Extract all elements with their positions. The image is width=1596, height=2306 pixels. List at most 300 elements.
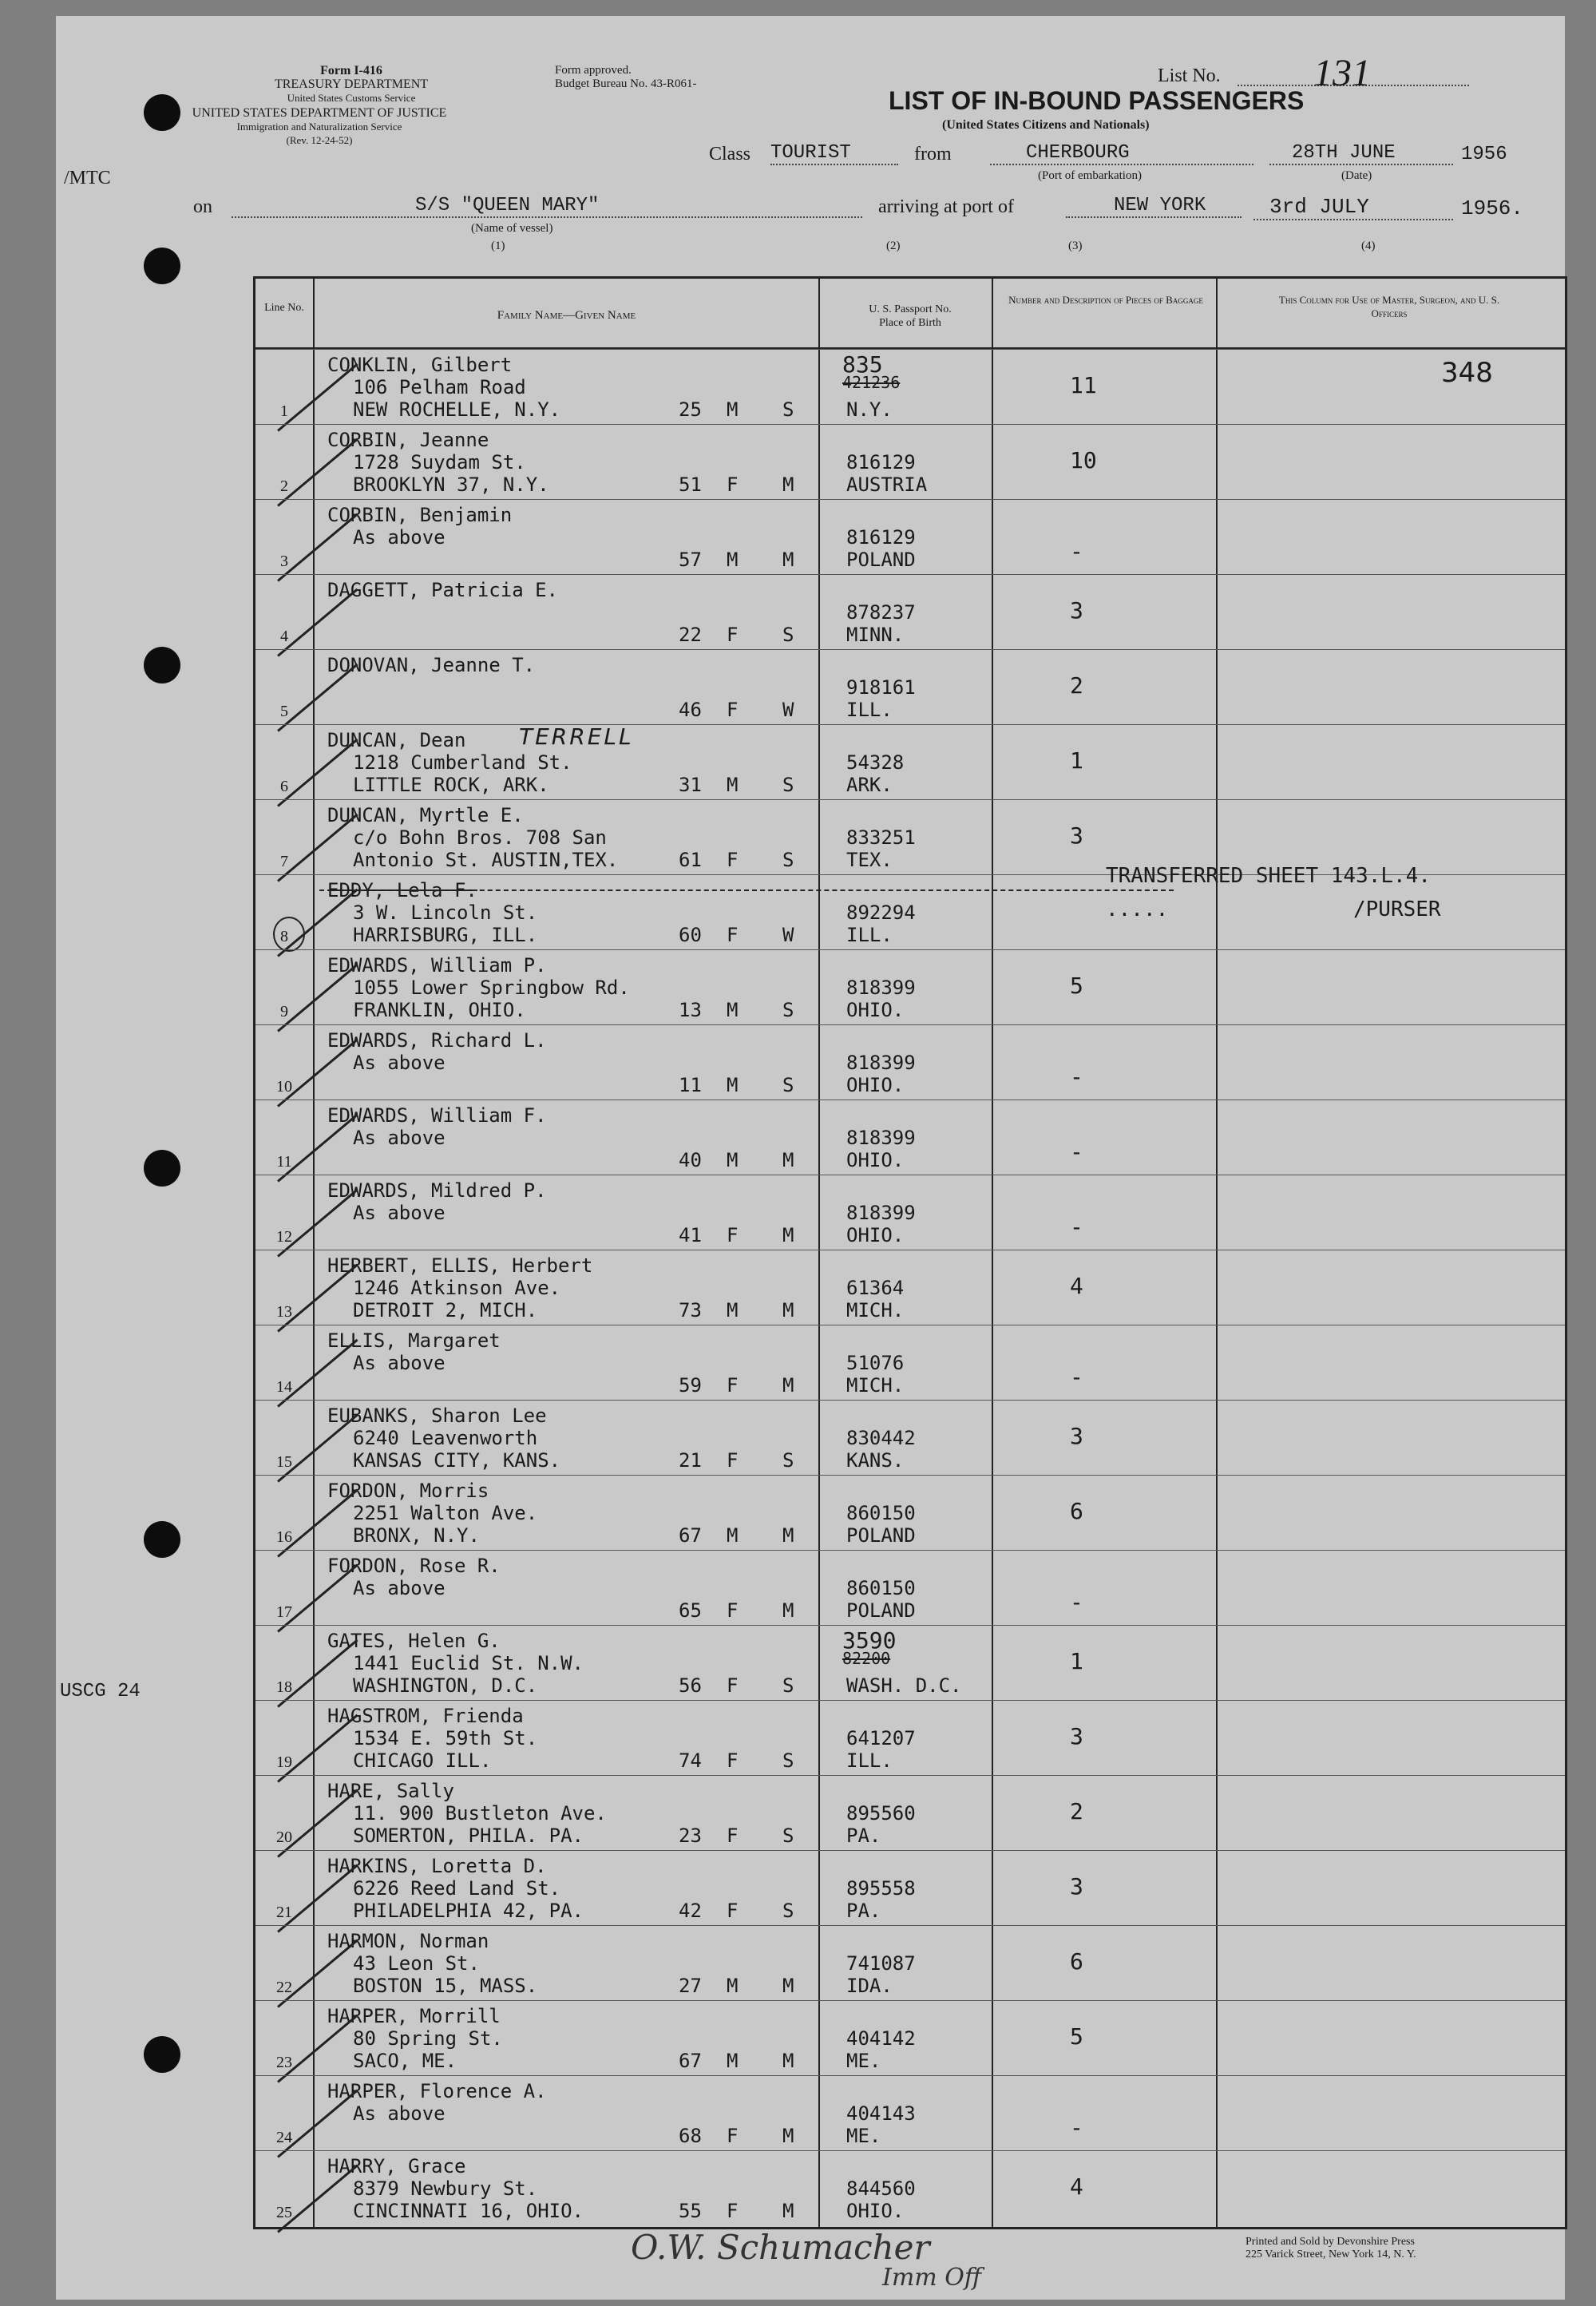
place-of-birth: ME. xyxy=(846,2050,881,2072)
address-line-1: 11. 900 Bustleton Ave. xyxy=(353,1802,607,1825)
address-line-1: 3 W. Lincoln St. xyxy=(353,901,538,924)
passenger-row xyxy=(255,1024,1565,1100)
place-of-birth: POLAND xyxy=(846,549,916,571)
passport-number: 835 xyxy=(842,351,883,378)
strike-line xyxy=(319,890,1174,891)
printer-block xyxy=(1246,2236,1416,2261)
passenger-name: CONKLIN, Gilbert xyxy=(327,354,513,376)
passenger-name: HERBERT, ELLIS, Herbert xyxy=(327,1254,593,1277)
line-number: 1 xyxy=(280,402,288,420)
line-number: 6 xyxy=(280,778,288,795)
line-number: 17 xyxy=(276,1603,292,1621)
marital-status: M xyxy=(782,1374,794,1397)
address-line-1: As above xyxy=(353,2102,446,2125)
passenger-name: ELLIS, Margaret xyxy=(327,1329,501,1352)
check-mark xyxy=(277,2015,358,2083)
passenger-age: 46 xyxy=(679,699,702,721)
passenger-sex: F xyxy=(727,1599,739,1622)
passenger-name: HARRY, Grace xyxy=(327,2155,466,2177)
passport-number: 818399 xyxy=(846,1127,916,1149)
line-number: 10 xyxy=(276,1078,292,1096)
address-line-1: 6240 Leavenworth xyxy=(353,1427,538,1449)
passenger-age: 68 xyxy=(679,2125,702,2147)
line-number: 9 xyxy=(280,1003,288,1020)
marital-status: M xyxy=(782,1224,794,1246)
passenger-row xyxy=(255,1250,1565,1325)
vessel-caption: (Name of vessel) xyxy=(471,222,553,235)
passenger-age: 11 xyxy=(679,1074,702,1096)
address-line-2: FRANKLIN, OHIO. xyxy=(353,999,526,1021)
passenger-row xyxy=(255,574,1565,650)
embark-date: 28TH JUNE xyxy=(1269,142,1453,165)
passenger-age: 74 xyxy=(679,1749,702,1772)
arrival-date: 3rd JULY xyxy=(1253,195,1453,220)
passenger-name: EDDY, Lela F. xyxy=(327,879,477,901)
customs-service: United States Customs Service xyxy=(287,92,416,104)
baggage-count: 3 xyxy=(1070,1423,1083,1449)
passport-number: 895560 xyxy=(846,1802,916,1825)
form-id-block xyxy=(248,64,455,105)
form-approved: Form approved. xyxy=(555,64,632,77)
ins-service: Immigration and Naturalization Service xyxy=(236,121,402,133)
handwritten-name: TERRELL xyxy=(519,723,634,750)
col-num-3: (3) xyxy=(1068,240,1083,252)
passenger-name: EUBANKS, Sharon Lee xyxy=(327,1405,547,1427)
place-of-birth: ME. xyxy=(846,2125,881,2147)
line-number: 11 xyxy=(276,1153,292,1171)
line-number: 22 xyxy=(276,1979,292,1996)
passenger-row xyxy=(255,349,1565,425)
check-mark xyxy=(277,1714,358,1783)
passenger-name: DONOVAN, Jeanne T. xyxy=(327,654,536,676)
line-number: 19 xyxy=(276,1753,292,1771)
vessel-name: S/S "QUEEN MARY" xyxy=(232,195,862,218)
passenger-age: 60 xyxy=(679,924,702,946)
check-mark xyxy=(277,739,358,807)
baggage-count: 3 xyxy=(1070,1873,1083,1900)
passport-number: 878237 xyxy=(846,601,916,624)
officer-signature: O.W. Schumacher xyxy=(631,2228,930,2267)
passport-struck: 82200 xyxy=(842,1649,891,1668)
address-line-2: CHICAGO ILL. xyxy=(353,1749,492,1772)
passport-struck: 421236 xyxy=(842,373,901,392)
address-line-1: 8379 Newbury St. xyxy=(353,2177,538,2200)
passenger-name: CORBIN, Jeanne xyxy=(327,429,489,451)
address-line-2: SACO, ME. xyxy=(353,2050,457,2072)
budget-bureau: Budget Bureau No. 43-R061- xyxy=(555,77,697,90)
address-line-1: c/o Bohn Bros. 708 San xyxy=(353,826,607,849)
passenger-age: 13 xyxy=(679,999,702,1021)
col-num-2: (2) xyxy=(886,240,901,252)
marital-status: M xyxy=(782,473,794,496)
passenger-row xyxy=(255,649,1565,725)
col-num-4: (4) xyxy=(1361,240,1376,252)
place-of-birth: OHIO. xyxy=(846,1224,905,1246)
address-line-1: 6226 Reed Land St. xyxy=(353,1877,561,1900)
address-line-2: KANSAS CITY, KANS. xyxy=(353,1449,561,1472)
passenger-row xyxy=(255,1775,1565,1851)
passenger-age: 59 xyxy=(679,1374,702,1397)
passenger-age: 22 xyxy=(679,624,702,646)
place-of-birth: TEX. xyxy=(846,849,893,871)
marital-status: S xyxy=(782,774,794,796)
form-number: Form I-416 xyxy=(320,64,382,77)
passenger-sex: M xyxy=(727,2050,739,2072)
passenger-row xyxy=(255,1475,1565,1551)
margin-uscg: USCG 24 xyxy=(60,1681,141,1702)
place-of-birth: OHIO. xyxy=(846,1149,905,1171)
address-line-2: PHILADELPHIA 42, PA. xyxy=(353,1900,584,1922)
arriving-label: arriving at port of xyxy=(878,196,1014,217)
address-line-2: DETROIT 2, MICH. xyxy=(353,1299,538,1321)
passenger-row xyxy=(255,1400,1565,1476)
passport-number: 818399 xyxy=(846,977,916,999)
punch-hole xyxy=(144,1150,180,1187)
baggage-count: - xyxy=(1070,1214,1083,1240)
baggage-count: 1 xyxy=(1070,747,1083,774)
passenger-table xyxy=(253,276,1567,2229)
address-line-1: As above xyxy=(353,1202,446,1224)
marital-status: W xyxy=(782,924,794,946)
baggage-count: 2 xyxy=(1070,1798,1083,1825)
page-subtitle: (United States Citizens and Nationals) xyxy=(942,118,1150,132)
passenger-sex: F xyxy=(727,849,739,871)
passenger-row xyxy=(255,1550,1565,1626)
header-passport: U. S. Passport No. Place of Birth xyxy=(869,303,952,329)
marital-status: M xyxy=(782,1299,794,1321)
check-mark xyxy=(277,664,358,732)
passenger-age: 61 xyxy=(679,849,702,871)
passenger-sex: M xyxy=(727,1074,739,1096)
place-of-birth: N.Y. xyxy=(846,398,893,421)
port-embarkation: CHERBOURG xyxy=(990,142,1253,165)
check-mark xyxy=(277,1564,358,1633)
marital-status: S xyxy=(782,1074,794,1096)
line-number: 8 xyxy=(280,928,288,945)
line-number: 23 xyxy=(276,2054,292,2071)
passenger-sex: F xyxy=(727,1900,739,1922)
line-number: 2 xyxy=(280,477,288,495)
marital-status: M xyxy=(782,2125,794,2147)
marital-status: M xyxy=(782,1599,794,1622)
line-number: 5 xyxy=(280,703,288,720)
passenger-name: GATES, Helen G. xyxy=(327,1630,501,1652)
passenger-sex: F xyxy=(727,1374,739,1397)
passenger-name: CORBIN, Benjamin xyxy=(327,504,513,526)
line-number: 21 xyxy=(276,1904,292,1921)
passenger-sex: M xyxy=(727,398,739,421)
place-of-birth: PA. xyxy=(846,1825,881,1847)
address-line-2: BRONX, N.Y. xyxy=(353,1524,480,1547)
line-number: 16 xyxy=(276,1528,292,1546)
header-name: Family Name—Given Name xyxy=(497,309,636,322)
place-of-birth: ILL. xyxy=(846,1749,893,1772)
baggage-count: 10 xyxy=(1070,447,1097,473)
check-mark xyxy=(277,513,358,582)
header-baggage: Number and Description of Pieces of Baggage xyxy=(1008,294,1203,306)
check-mark xyxy=(277,1264,358,1333)
list-no-value: 131 xyxy=(1313,52,1371,94)
passport-number: 816129 xyxy=(846,451,916,473)
marital-status: M xyxy=(782,549,794,571)
passenger-age: 25 xyxy=(679,398,702,421)
officer-note-purser: /PURSER xyxy=(1353,897,1441,921)
punch-hole xyxy=(144,2036,180,2073)
passenger-row xyxy=(255,864,1565,950)
passport-number: 892294 xyxy=(846,901,916,924)
passport-number: 51076 xyxy=(846,1352,905,1374)
baggage-count: 3 xyxy=(1070,822,1083,849)
printer-line-2: 225 Varick Street, New York 14, N. Y. xyxy=(1246,2249,1416,2260)
address-line-1: 1055 Lower Springbow Rd. xyxy=(353,977,630,999)
passenger-name: FORDON, Morris xyxy=(327,1480,489,1502)
line-number: 15 xyxy=(276,1453,292,1471)
officer-note: TRANSFERRED SHEET 143.L.4. xyxy=(1106,864,1431,888)
baggage-count: - xyxy=(1070,1064,1083,1090)
passenger-age: 73 xyxy=(679,1299,702,1321)
place-of-birth: POLAND xyxy=(846,1524,916,1547)
place-of-birth: PA. xyxy=(846,1900,881,1922)
passport-number: 816129 xyxy=(846,526,916,549)
marital-status: S xyxy=(782,1449,794,1472)
marital-status: S xyxy=(782,849,794,871)
address-line-1: As above xyxy=(353,1127,446,1149)
address-line-1: As above xyxy=(353,1577,446,1599)
address-line-1: As above xyxy=(353,1052,446,1074)
list-no-label: List No. xyxy=(1158,65,1221,86)
passenger-sex: F xyxy=(727,473,739,496)
check-mark xyxy=(277,1189,358,1258)
passenger-age: 31 xyxy=(679,774,702,796)
address-line-2: WASHINGTON, D.C. xyxy=(353,1674,538,1697)
passenger-row xyxy=(255,724,1565,800)
marital-status: S xyxy=(782,398,794,421)
check-mark xyxy=(277,814,358,882)
line-number: 18 xyxy=(276,1678,292,1696)
address-line-1: 1534 E. 59th St. xyxy=(353,1727,538,1749)
passenger-name: HARPER, Florence A. xyxy=(327,2080,547,2102)
passport-number: 860150 xyxy=(846,1577,916,1599)
address-line-1: 1218 Cumberland St. xyxy=(353,751,572,774)
passenger-name: HARMON, Norman xyxy=(327,1930,489,1952)
marital-status: S xyxy=(782,1900,794,1922)
passenger-age: 23 xyxy=(679,1825,702,1847)
address-line-2: CINCINNATI 16, OHIO. xyxy=(353,2200,584,2222)
passenger-age: 65 xyxy=(679,1599,702,1622)
passenger-sex: F xyxy=(727,2125,739,2147)
passenger-sex: M xyxy=(727,549,739,571)
place-of-birth: OHIO. xyxy=(846,1074,905,1096)
passenger-sex: F xyxy=(727,699,739,721)
baggage-count: - xyxy=(1070,1139,1083,1165)
passenger-name: EDWARDS, Mildred P. xyxy=(327,1179,547,1202)
passport-number: 3590 xyxy=(842,1627,897,1654)
passenger-row xyxy=(255,2000,1565,2076)
check-mark xyxy=(277,2165,358,2233)
passenger-age: 27 xyxy=(679,1975,702,1997)
marital-status: W xyxy=(782,699,794,721)
address-line-2: HARRISBURG, ILL. xyxy=(353,924,538,946)
baggage-count: 3 xyxy=(1070,1723,1083,1749)
baggage-count: 2 xyxy=(1070,672,1083,699)
header-line-no: Line No. xyxy=(264,302,304,314)
passenger-sex: F xyxy=(727,924,739,946)
baggage-count: 11 xyxy=(1070,372,1097,398)
table-header xyxy=(255,279,1565,349)
passenger-sex: F xyxy=(727,2200,739,2222)
embark-year: 1956 xyxy=(1461,144,1507,165)
passport-number: 860150 xyxy=(846,1502,916,1524)
passenger-age: 51 xyxy=(679,473,702,496)
passenger-sex: M xyxy=(727,1975,739,1997)
place-of-birth: KANS. xyxy=(846,1449,905,1472)
line-number: 20 xyxy=(276,1829,292,1846)
passenger-sex: F xyxy=(727,1825,739,1847)
passenger-name: HAGSTROM, Frienda xyxy=(327,1705,524,1727)
passenger-sex: F xyxy=(727,1749,739,1772)
page-title: LIST OF IN-BOUND PASSENGERS xyxy=(889,86,1305,115)
date-caption: (Date) xyxy=(1341,169,1372,182)
passenger-sex: F xyxy=(727,1224,739,1246)
address-line-1: 43 Leon St. xyxy=(353,1952,480,1975)
baggage-count: 3 xyxy=(1070,597,1083,624)
justice-dept: UNITED STATES DEPARTMENT OF JUSTICE xyxy=(192,106,447,120)
check-mark xyxy=(277,1489,358,1558)
check-mark xyxy=(277,1864,358,1933)
margin-mtc: /MTC xyxy=(64,168,111,188)
marital-status: S xyxy=(782,1825,794,1847)
passenger-row xyxy=(255,424,1565,500)
passenger-sex: M xyxy=(727,1149,739,1171)
passenger-name: EDWARDS, William P. xyxy=(327,954,547,977)
line-number: 25 xyxy=(276,2204,292,2221)
check-mark xyxy=(277,1939,358,2008)
address-line-1: 2251 Walton Ave. xyxy=(353,1502,538,1524)
passenger-age: 40 xyxy=(679,1149,702,1171)
passport-number: 818399 xyxy=(846,1202,916,1224)
baggage-count: 4 xyxy=(1070,2173,1083,2200)
passenger-sex: F xyxy=(727,1674,739,1697)
passport-number: 844560 xyxy=(846,2177,916,2200)
passport-number: 404142 xyxy=(846,2027,916,2050)
passenger-age: 57 xyxy=(679,549,702,571)
address-line-1: 1728 Suydam St. xyxy=(353,451,526,473)
arrival-year: 1956. xyxy=(1461,196,1524,220)
passenger-name: EDWARDS, Richard L. xyxy=(327,1029,547,1052)
passenger-sex: F xyxy=(727,1449,739,1472)
class-label: Class xyxy=(709,144,751,164)
passenger-sex: M xyxy=(727,999,739,1021)
baggage-count: - xyxy=(1070,2114,1083,2141)
check-mark xyxy=(277,1039,358,1107)
line-number: 24 xyxy=(276,2129,292,2146)
passenger-name: DUNCAN, Dean xyxy=(327,729,466,751)
address-line-1: 1441 Euclid St. N.W. xyxy=(353,1652,584,1674)
passport-number: 404143 xyxy=(846,2102,916,2125)
line-number: 13 xyxy=(276,1303,292,1321)
passport-number: 895558 xyxy=(846,1877,916,1900)
passport-number: 918161 xyxy=(846,676,916,699)
address-line-1: 1246 Atkinson Ave. xyxy=(353,1277,561,1299)
baggage-count: 4 xyxy=(1070,1273,1083,1299)
check-mark xyxy=(277,2090,358,2158)
passenger-sex: F xyxy=(727,624,739,646)
passport-number: 741087 xyxy=(846,1952,916,1975)
passport-number: 830442 xyxy=(846,1427,916,1449)
printer-line-1: Printed and Sold by Devonshire Press xyxy=(1246,2236,1415,2248)
passenger-row xyxy=(255,499,1565,575)
passenger-row xyxy=(255,1625,1565,1701)
officer-note-dots: ..... xyxy=(1106,897,1169,921)
form-revision: (Rev. 12-24-52) xyxy=(286,134,353,146)
passenger-name: HARPER, Morrill xyxy=(327,2005,501,2027)
marital-status: M xyxy=(782,1524,794,1547)
col-num-1: (1) xyxy=(491,240,505,252)
check-mark xyxy=(277,363,358,432)
punch-hole xyxy=(144,248,180,284)
passenger-row xyxy=(255,1325,1565,1401)
line-number: 7 xyxy=(280,853,288,870)
passenger-age: 67 xyxy=(679,2050,702,2072)
address-line-2: BROOKLYN 37, N.Y. xyxy=(353,473,549,496)
passenger-row xyxy=(255,2075,1565,2151)
baggage-count: - xyxy=(1070,538,1083,565)
baggage-count: 5 xyxy=(1070,2023,1083,2050)
passenger-age: 56 xyxy=(679,1674,702,1697)
line-number: 4 xyxy=(280,628,288,645)
passport-number: 54328 xyxy=(846,751,905,774)
passenger-row xyxy=(255,1100,1565,1175)
punch-hole xyxy=(144,94,180,131)
check-mark xyxy=(277,438,358,507)
place-of-birth: POLAND xyxy=(846,1599,916,1622)
class-value: TOURIST xyxy=(770,142,898,165)
passenger-name: EDWARDS, William F. xyxy=(327,1104,547,1127)
officer-note: 348 xyxy=(1441,357,1493,389)
check-mark xyxy=(277,1639,358,1708)
address-line-2: LITTLE ROCK, ARK. xyxy=(353,774,549,796)
place-of-birth: OHIO. xyxy=(846,999,905,1021)
place-of-birth: MINN. xyxy=(846,624,905,646)
place-of-birth: WASH. D.C. xyxy=(846,1674,962,1697)
address-line-1: As above xyxy=(353,1352,446,1374)
line-number: 14 xyxy=(276,1378,292,1396)
place-of-birth: MICH. xyxy=(846,1299,905,1321)
marital-status: M xyxy=(782,2200,794,2222)
passenger-row xyxy=(255,1175,1565,1250)
check-mark xyxy=(277,1114,358,1183)
place-of-birth: ILL. xyxy=(846,924,893,946)
place-of-birth: ARK. xyxy=(846,774,893,796)
check-mark xyxy=(277,1414,358,1483)
marital-status: S xyxy=(782,1674,794,1697)
line-number: 12 xyxy=(276,1228,292,1246)
passenger-name: DUNCAN, Myrtle E. xyxy=(327,804,524,826)
passenger-age: 55 xyxy=(679,2200,702,2222)
marital-status: M xyxy=(782,1149,794,1171)
passenger-age: 42 xyxy=(679,1900,702,1922)
passenger-row xyxy=(255,2150,1565,2226)
list-no-field xyxy=(1238,52,1469,94)
from-label: from xyxy=(914,144,952,164)
line-number: 3 xyxy=(280,553,288,570)
passenger-sex: M xyxy=(727,1524,739,1547)
passenger-age: 41 xyxy=(679,1224,702,1246)
place-of-birth: ILL. xyxy=(846,699,893,721)
passport-number: 641207 xyxy=(846,1727,916,1749)
officer-title: Imm Off xyxy=(882,2264,982,2292)
address-line-2: NEW ROCHELLE, N.Y. xyxy=(353,398,561,421)
